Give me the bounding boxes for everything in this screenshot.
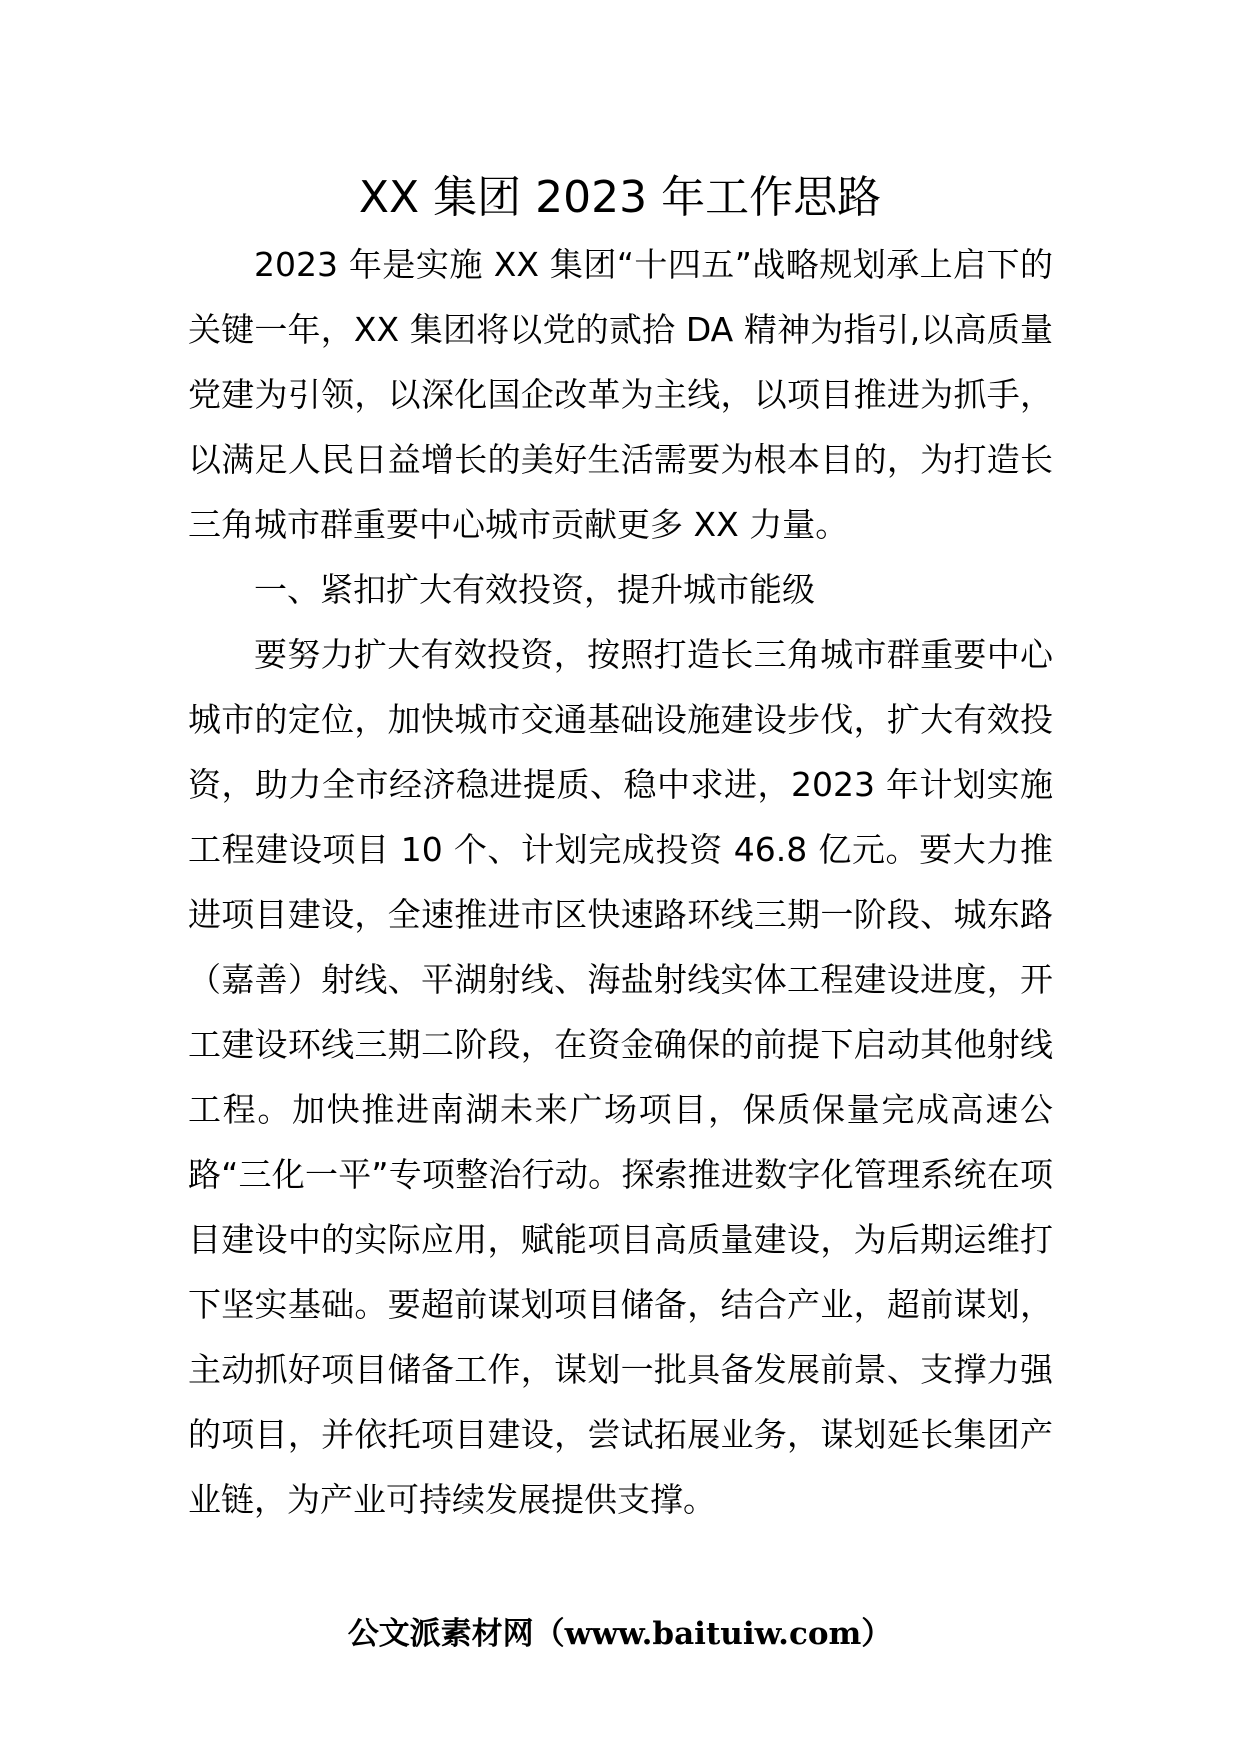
- intro-paragraph: 2023 年是实施 XX 集团“十四五”战略规划承上启下的关键一年，XX 集团将以党的贰拾 DA 精神为指引,以高质量党建为引领，以深化国企改革为主线，以项目推进为抓手，以满足人民日益增长的美好生活需要为根本目的，为打造长三角城市群重要中心城市贡献更多 XX 力量。: [188, 245, 1053, 544]
- footer-watermark: 公文派素材网（www.baituiw.com）: [347, 1616, 893, 1652]
- document-title: XX 集团 2023 年工作思路: [358, 172, 882, 223]
- section-paragraph: 要努力扩大有效投资，按照打造长三角城市群重要中心城市的定位，加快城市交通基础设施建设步伐，扩大有效投资，助力全市经济稳进提质、稳中求进，2023 年计划实施工程建设项目 10 个、计划完成投资 46.8 亿元。要大力推进项目建设，全速推进市区快速路环线三期一阶段、城东路（嘉善）射线、平湖射线、海盐射线实体工程建设进度，开工建设环线三期二阶段，在资金确保的前提下启动其他射线工程。加快推进南湖未来广场项目，保质保量完成高速公路“三化一平”专项整治行动。探索推进数字化管理系统在项目建设中的实际应用，赋能项目高质量建设，为后期运维打下坚实基础。要超前谋划项目储备，结合产业，超前谋划，主动抓好项目储备工作，谋划一批具备发展前景、支撑力强的项目，并依托项目建设，尝试拓展业务，谋划延长集团产业链，为产业可持续发展提供支撑。: [188, 635, 1053, 1519]
- section-heading: 一、紧扣扩大有效投资，提升城市能级: [254, 570, 815, 609]
- document-body: [188, 232, 1053, 1532]
